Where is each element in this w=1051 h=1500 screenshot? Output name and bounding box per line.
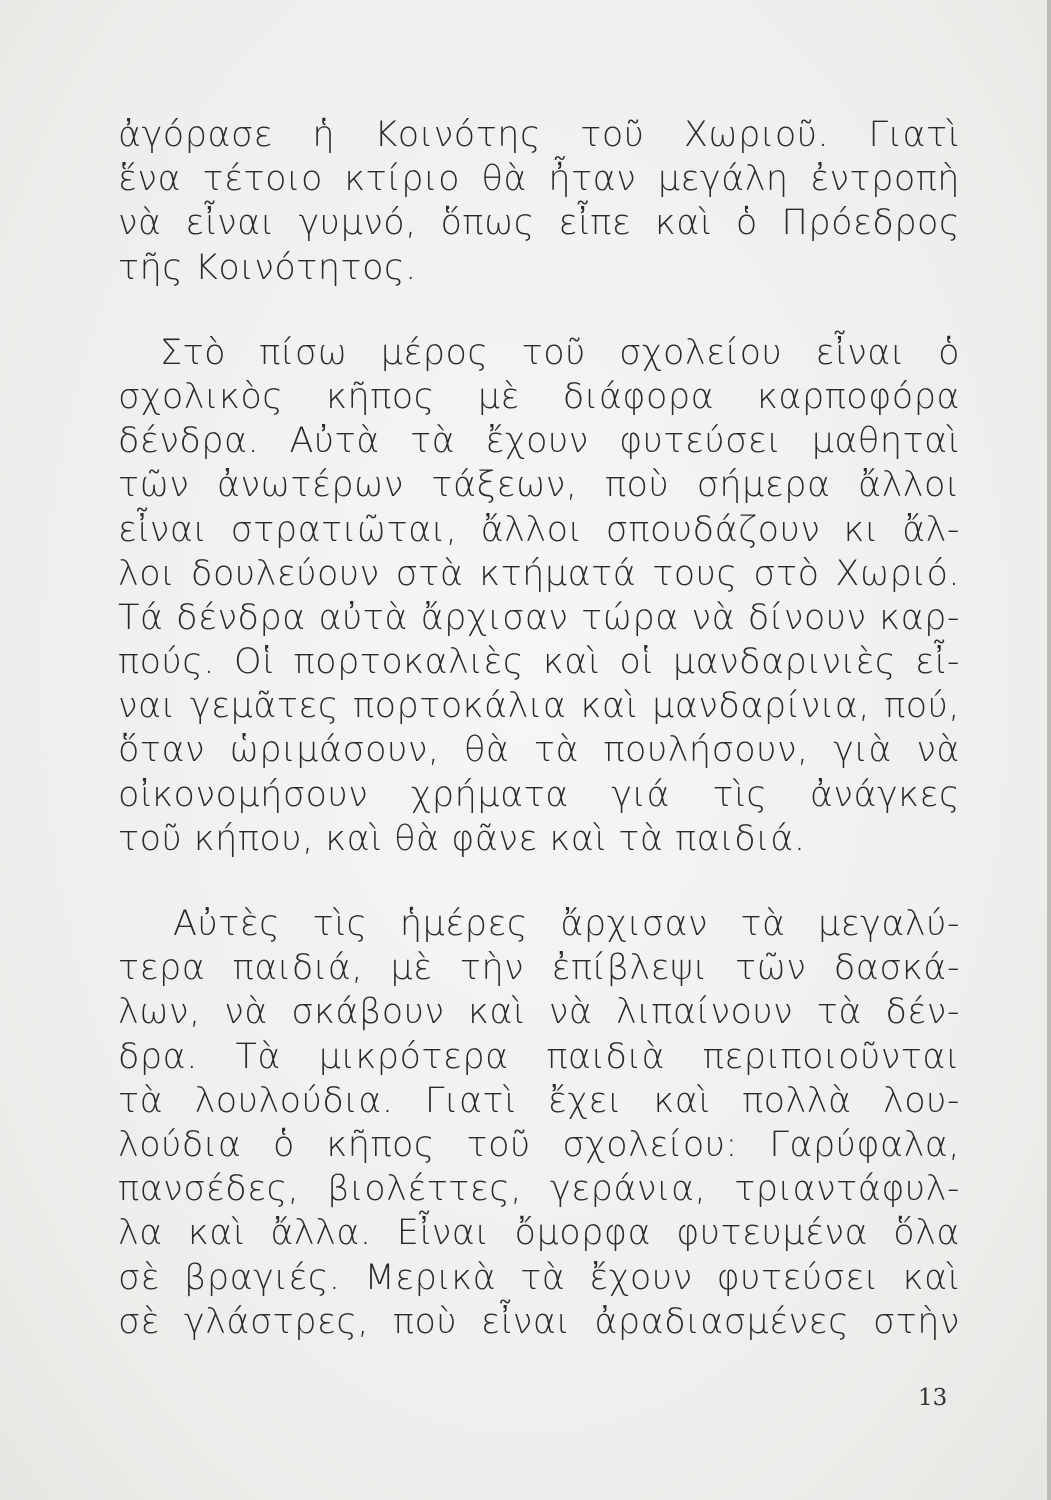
text-line: εἶναι στρατιῶται, ἄλλοι σπουδάζουν κι ἄλ- [118,509,960,550]
text-line: λων, νὰ σκάβουν καὶ νὰ λιπαίνουν τὰ δέν- [118,992,960,1033]
text-line: Αὐτὲς τὶς ἡμέρες ἄρχισαν τὰ μεγαλύ- [173,904,960,944]
text-line: Τά δένδρα αὐτὰ ἄρχισαν τώρα νὰ δίνουν καρ- [118,597,960,638]
text-line: πανσέδες, βιολέττες, γεράνια, τριαντάφυλ- [118,1169,960,1210]
text-line: οἰκονομήσουν χρήματα γιά τὶς ἀνάγκες [118,774,960,815]
text-line: λοι δουλεύουν στὰ κτήματά τους στὸ Χωριό. [118,553,960,594]
body-text [118,113,960,1344]
text-line: Στὸ πίσω μέρος τοῦ σχολείου εἶναι ὁ [160,332,960,373]
text-line: σὲ βραγιές. Μερικὰ τὰ ἔχουν φυτεύσει καὶ [118,1257,960,1298]
text-line: δρα. Τὰ μικρότερα παιδιὰ περιποιοῦνται [118,1036,960,1077]
text-line: νὰ εἶναι γυμνό, ὅπως εἶπε καὶ ὁ Πρόεδρος [118,203,960,244]
text-line: τοῦ κήπου, καὶ θὰ φᾶνε καὶ τὰ παιδιά. [118,818,806,859]
paragraph-2 [118,331,960,861]
text-line: σχολικὸς κῆπος μὲ διάφορα καρποφόρα [118,376,960,417]
text-line: λα καὶ ἄλλα. Εἶναι ὄμορφα φυτευμένα ὅλα [118,1213,960,1254]
text-line: δένδρα. Αὐτὰ τὰ ἔχουν φυτεύσει μαθηταὶ [118,421,960,462]
text-line: τῆς Κοινότητος. [118,247,417,288]
text-line: τὰ λουλούδια. Γιατὶ ἔχει καὶ πολλὰ λου- [118,1080,960,1121]
text-line: ναι γεμᾶτες πορτοκάλια καὶ μανδαρίνια, πού, [118,686,960,727]
page-number: 13 [918,1385,948,1411]
text-line: ἕνα τέτοιο κτίριο θὰ ἦταν μεγάλη ἐντροπὴ [118,159,960,200]
text-line: ἀγόρασε ἡ Κοινότης τοῦ Χωριοῦ. Γιατὶ [118,115,960,155]
text-line: πούς. Οἱ πορτοκαλιὲς καὶ οἱ μανδαρινιὲς εἶ- [118,642,960,683]
text-line: ὅταν ὡριμάσουν, θὰ τὰ πουλήσουν, γιὰ νὰ [118,730,960,771]
page-edge [1047,0,1051,1500]
paragraph-1 [118,113,960,290]
text-line: λούδια ὁ κῆπος τοῦ σχολείου: Γαρύφαλα, [118,1124,960,1165]
text-line: τῶν ἀνωτέρων τάξεων, ποὺ σήμερα ἄλλοι [118,465,960,506]
text-line: τερα παιδιά, μὲ τὴν ἐπίβλεψι τῶν δασκά- [118,948,960,989]
paragraph-3 [118,902,960,1344]
text-line: σὲ γλάστρες, ποὺ εἶναι ἀραδιασμένες στὴν [118,1301,960,1342]
